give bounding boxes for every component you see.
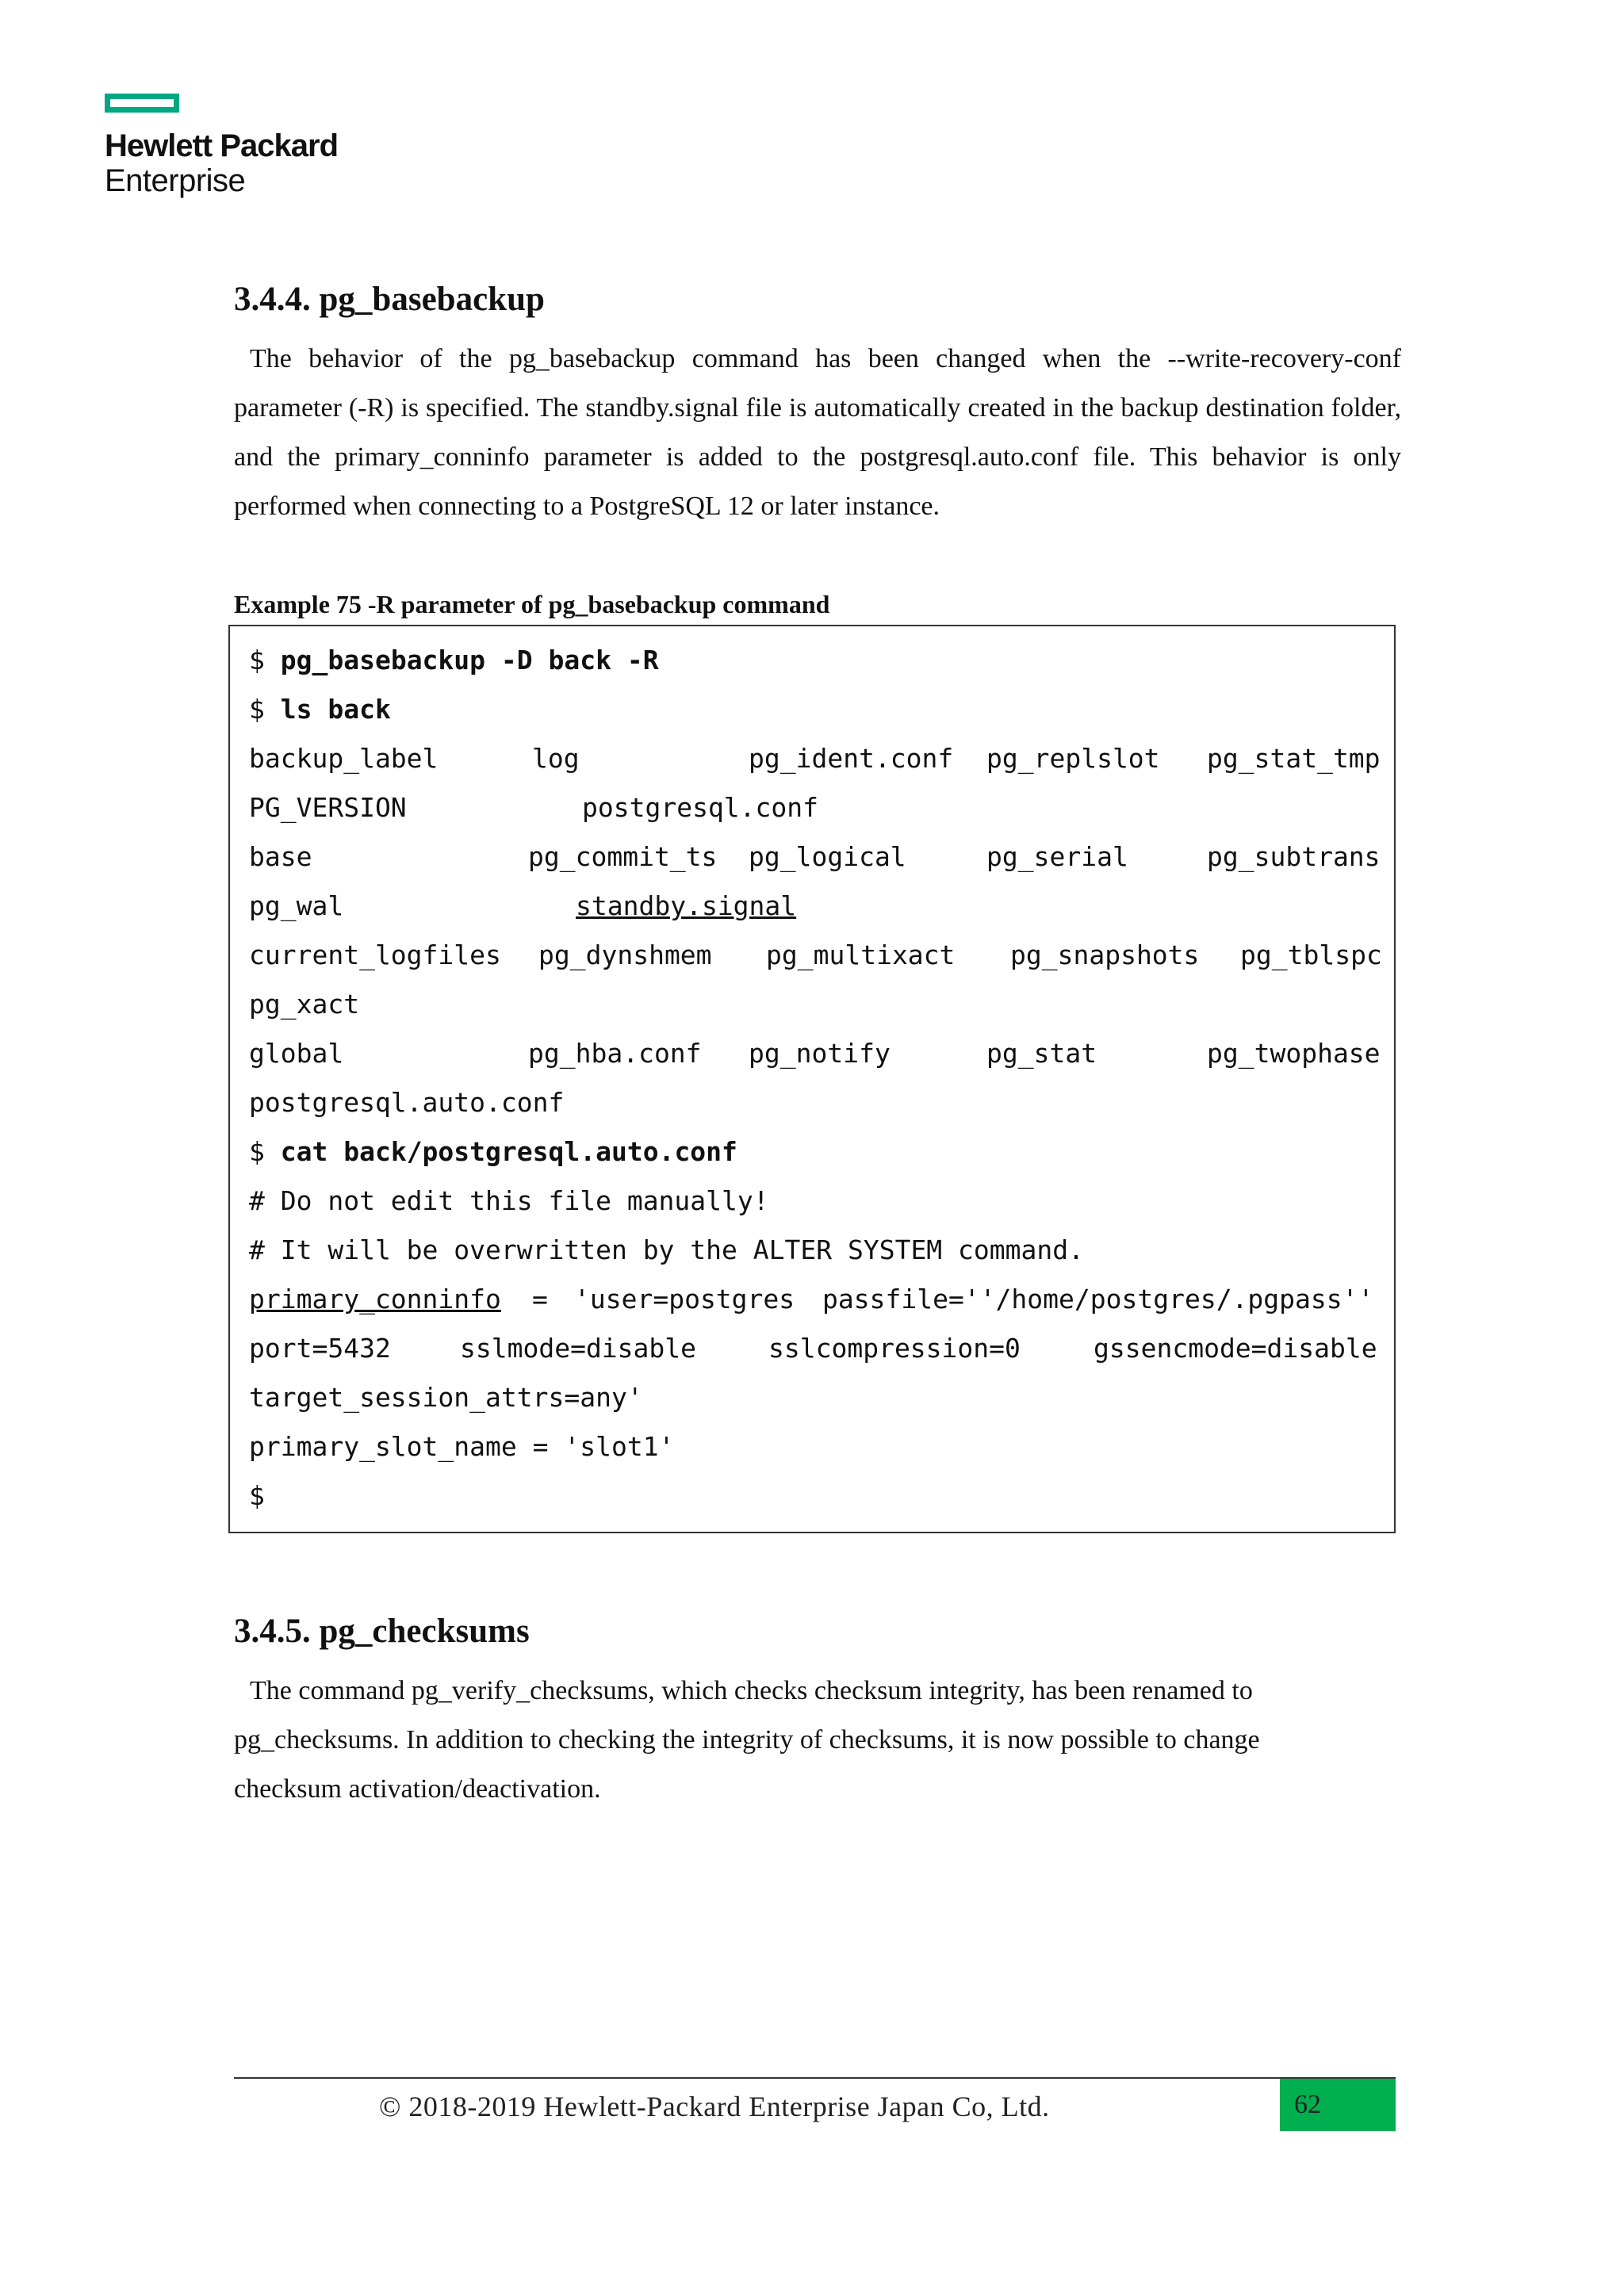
logo-line1: Hewlett Packard [105, 128, 339, 163]
code-line: pg_wal standby.signal [249, 890, 797, 921]
code-line: current_logfiles pg_dynshmem pg_multixact pg_snapshots pg_tblspc [249, 939, 1382, 970]
section-pg-checksums [234, 1611, 1401, 1814]
code-line: primary_conninfo = 'user=postgres passfile=''/home/postgres/.pgpass'' [249, 1284, 1374, 1314]
code-line: postgresql.auto.conf [249, 1087, 565, 1118]
logo-mark-icon [105, 94, 179, 113]
example-caption: Example 75 -R parameter of pg_basebackup command [234, 590, 830, 618]
page-number: 62 [1280, 2079, 1396, 2131]
section-paragraph: The behavior of the pg_basebackup command has been changed when the --write-recovery-conf parameter (-R) is specified. The standby.signal file is automatically created in the backup destination folder, and the primary_conninfo parameter is added to the postgresql.auto.conf file. This behavior is only performed when connecting to a PostgreSQL 12 or later instance. [234, 344, 1401, 521]
code-line: port=5432 sslmode=disable sslcompression=0 gssencmode=disable [249, 1333, 1377, 1364]
code-line: $ cat back/postgresql.auto.conf [249, 1136, 737, 1167]
company-logo [105, 94, 338, 198]
section-paragraph: The command pg_verify_checksums, which checks checksum integrity, has been renamed to pg_checksums. In addition to checking the integrity of checksums, it is now possible to change checksum activation/deactivation. [234, 1676, 1260, 1804]
code-line: primary_slot_name = 'slot1' [249, 1431, 675, 1462]
code-line: $ pg_basebackup -D back -R [249, 645, 659, 675]
code-line: pg_xact [249, 989, 360, 1020]
code-line: $ [249, 1480, 265, 1511]
footer-copyright: © 2018-2019 Hewlett-Packard Enterprise Japan Co, Ltd. [379, 2091, 1050, 2122]
code-line: $ ls back [249, 694, 391, 725]
code-line: base pg_commit_ts pg_logical pg_serial pg_subtrans [249, 841, 1381, 872]
code-line: backup_label log pg_ident.conf pg_replslot pg_stat_tmp [249, 743, 1381, 774]
logo-line2: Enterprise [105, 163, 246, 198]
section-pg-basebackup [234, 279, 1401, 531]
footer-divider [234, 2077, 1396, 2079]
code-line: # It will be overwritten by the ALTER SYSTEM command. [249, 1234, 1084, 1265]
code-block [228, 625, 1396, 1533]
code-line: global pg_hba.conf pg_notify pg_stat pg_twophase [249, 1038, 1381, 1069]
section-heading: 3.4.5. pg_checksums [234, 1613, 530, 1650]
section-heading: 3.4.4. pg_basebackup [234, 281, 545, 318]
code-line: PG_VERSION postgresql.conf [249, 792, 819, 823]
code-line: target_session_attrs=any' [249, 1382, 643, 1413]
code-line: # Do not edit this file manually! [249, 1185, 769, 1216]
